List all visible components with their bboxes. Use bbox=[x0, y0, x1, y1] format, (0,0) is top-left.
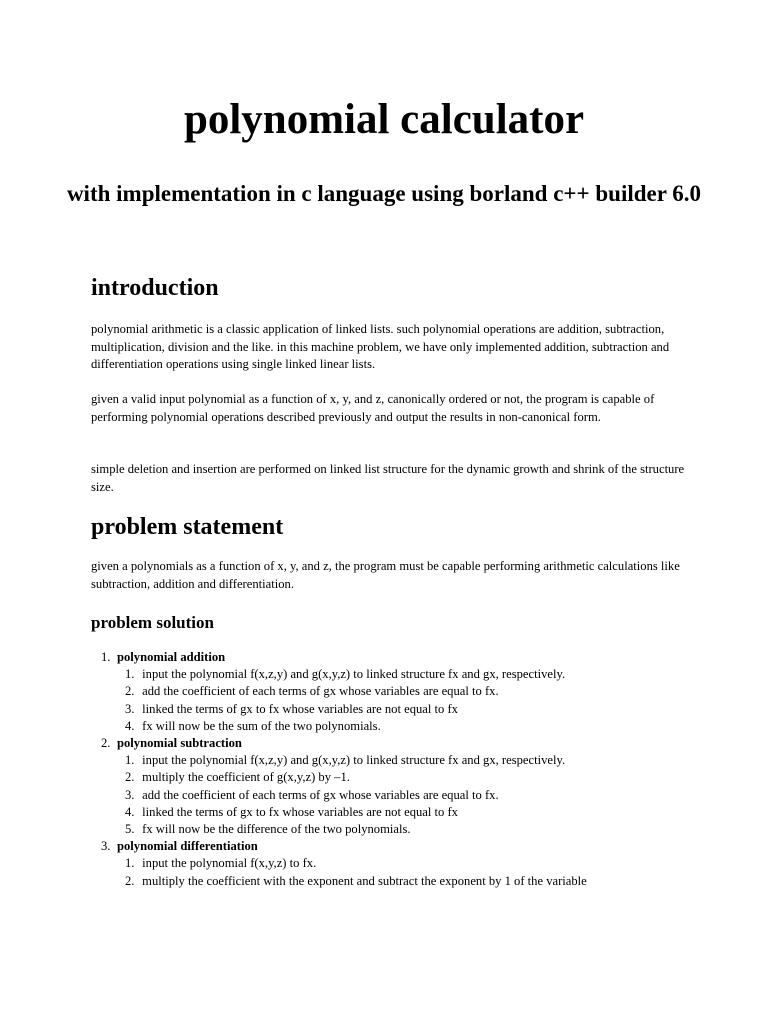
step-number: 3. bbox=[125, 787, 135, 802]
step-list bbox=[91, 855, 731, 889]
item-number: 1. bbox=[101, 650, 111, 664]
intro-paragraph-1: polynomial arithmetic is a classic application of linked lists. such polynomial operations are addition, subtraction, multiplication, division and the like. in this machine problem, we have only implemented addition, subtraction and differentiation operations using single linked linear lists. bbox=[91, 322, 670, 372]
problem-statement-heading: problem statement bbox=[91, 514, 284, 540]
step-item bbox=[91, 804, 731, 821]
solution-item bbox=[91, 735, 731, 838]
step-item bbox=[91, 752, 731, 769]
solution-item bbox=[91, 838, 731, 890]
problem-statement-paragraph: given a polynomials as a function of x, y, and z, the program must be capable performing arithmetic calculations like subtraction, addition and differentiation. bbox=[91, 559, 680, 591]
step-item bbox=[91, 787, 731, 804]
step-number: 5. bbox=[125, 822, 135, 837]
step-text: add the coefficient of each terms of gx whose variables are equal to fx. bbox=[142, 684, 499, 699]
introduction-heading: introduction bbox=[91, 275, 219, 301]
step-item bbox=[91, 821, 731, 838]
step-number: 1. bbox=[125, 856, 135, 871]
step-text: input the polynomial f(x,z,y) and g(x,y,z) to linked structure fx and gx, respectively. bbox=[142, 753, 566, 768]
step-number: 1. bbox=[125, 753, 135, 768]
document-subtitle: with implementation in c language using borland c++ builder 6.0 bbox=[66, 181, 702, 206]
step-number: 2. bbox=[125, 770, 135, 785]
solution-list bbox=[91, 649, 731, 890]
step-list bbox=[91, 752, 731, 838]
intro-paragraph-3: simple deletion and insertion are performed on linked list structure for the dynamic growth and shrink of the structure size. bbox=[91, 462, 685, 494]
step-number: 2. bbox=[125, 873, 135, 888]
step-text: add the coefficient of each terms of gx whose variables are equal to fx. bbox=[142, 787, 499, 802]
intro-paragraph-2: given a valid input polynomial as a function of x, y, and z, canonically ordered or not, the program is capable of performing polynomial operations described previously and output the results in non-canonical form. bbox=[91, 392, 655, 424]
step-text: linked the terms of gx to fx whose variables are not equal to fx bbox=[142, 804, 458, 819]
solution-item bbox=[91, 649, 731, 735]
step-number: 2. bbox=[125, 684, 135, 699]
item-title: polynomial differentiation bbox=[117, 839, 258, 854]
step-text: multiply the coefficient with the exponent and subtract the exponent by 1 of the variable bbox=[142, 873, 587, 888]
step-number: 3. bbox=[125, 701, 135, 716]
step-text: fx will now be the sum of the two polynomials. bbox=[142, 718, 381, 733]
step-text: fx will now be the difference of the two polynomials. bbox=[142, 822, 411, 837]
item-number: 3. bbox=[101, 839, 111, 854]
document-title: polynomial calculator bbox=[183, 96, 585, 143]
step-list bbox=[91, 666, 731, 735]
problem-solution-heading: problem solution bbox=[91, 613, 214, 632]
step-number: 1. bbox=[125, 667, 135, 682]
step-item bbox=[91, 701, 731, 718]
step-number: 4. bbox=[125, 804, 135, 819]
step-text: input the polynomial f(x,z,y) and g(x,y,z) to linked structure fx and gx, respectively. bbox=[142, 667, 566, 682]
step-item bbox=[91, 855, 731, 872]
item-number: 2. bbox=[101, 736, 111, 751]
step-number: 4. bbox=[125, 718, 135, 733]
item-title: polynomial addition bbox=[117, 650, 226, 664]
step-item bbox=[91, 666, 731, 683]
step-item bbox=[91, 718, 731, 735]
step-item bbox=[91, 873, 731, 890]
step-item bbox=[91, 683, 731, 700]
step-text: linked the terms of gx to fx whose variables are not equal to fx bbox=[142, 701, 458, 716]
step-text: multiply the coefficient of g(x,y,z) by –1. bbox=[142, 770, 350, 785]
item-title: polynomial subtraction bbox=[117, 736, 242, 751]
step-text: input the polynomial f(x,y,z) to fx. bbox=[142, 856, 317, 871]
step-item bbox=[91, 769, 731, 786]
